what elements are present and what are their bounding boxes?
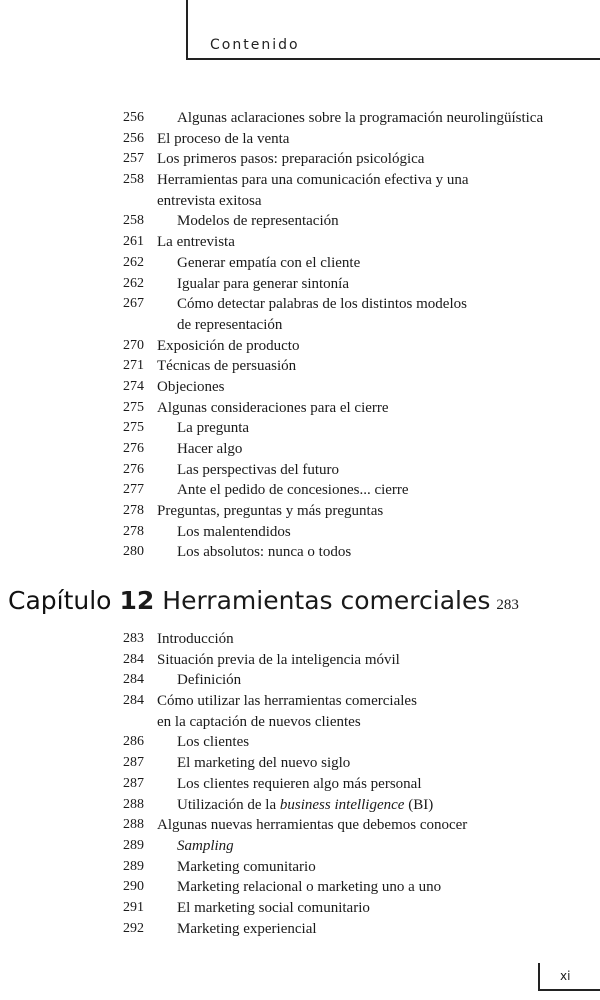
toc-entry-page: 288 bbox=[123, 817, 144, 833]
toc-entry-title bbox=[157, 149, 424, 170]
toc-entry-title bbox=[177, 877, 441, 898]
toc-entry-text: Objeciones bbox=[157, 378, 225, 395]
toc-entry-page: 267 bbox=[123, 296, 144, 312]
toc-entry-text: El marketing del nuevo siglo bbox=[177, 755, 351, 772]
toc-list-section-b bbox=[0, 629, 600, 939]
toc-entry-page: 291 bbox=[123, 899, 144, 915]
toc-entry-title bbox=[177, 460, 339, 481]
toc-entry-text: Herramientas para una comunicación efectiva y una bbox=[157, 172, 469, 189]
toc-entry bbox=[0, 877, 600, 898]
toc-entry-page: 287 bbox=[123, 775, 144, 791]
toc-entry-text: Los clientes requieren algo más personal bbox=[177, 775, 422, 792]
toc-entry bbox=[0, 712, 600, 733]
footer-horizontal-rule bbox=[538, 989, 600, 991]
toc-entry-text: Utilización de la bbox=[177, 796, 280, 813]
toc-entry-title bbox=[177, 108, 543, 129]
toc-entry bbox=[0, 919, 600, 940]
toc-entry-title bbox=[177, 480, 409, 501]
toc-entry-text: Definición bbox=[177, 672, 242, 689]
toc-entry bbox=[0, 795, 600, 816]
toc-entry-page: 290 bbox=[123, 879, 144, 895]
toc-entry-text: Generar empatía con el cliente bbox=[177, 254, 361, 271]
running-header: Contenido bbox=[210, 37, 300, 53]
toc-entry-text: de representación bbox=[177, 316, 283, 333]
toc-entry bbox=[0, 129, 600, 150]
toc-entry-text: El proceso de la venta bbox=[157, 130, 290, 147]
toc-entry-text: Algunas aclaraciones sobre la programación neurolingüística bbox=[177, 110, 544, 126]
toc-entry-italic-text: business intelligence bbox=[279, 796, 405, 813]
toc-entry bbox=[0, 501, 600, 522]
toc-entry-page: 258 bbox=[123, 172, 144, 188]
toc-entry-text: Introducción bbox=[157, 631, 234, 647]
toc-entry-text: Técnicas de persuasión bbox=[157, 358, 297, 375]
toc-entry bbox=[0, 898, 600, 919]
toc-entry bbox=[0, 149, 600, 170]
toc-entry-title bbox=[177, 253, 360, 274]
toc-entry-text: Los primeros pasos: preparación psicológica bbox=[157, 151, 425, 168]
toc-entry-title bbox=[177, 418, 249, 439]
toc-entry-page: 284 bbox=[123, 693, 144, 709]
toc-entry-title bbox=[177, 522, 291, 543]
toc-entry-title bbox=[157, 629, 234, 650]
toc-entry-text: Los absolutos: nunca o todos bbox=[177, 544, 352, 561]
toc-entry-title bbox=[157, 815, 467, 836]
toc-entry-text: Marketing experiencial bbox=[177, 920, 317, 937]
chapter-number: 12 bbox=[119, 586, 155, 615]
toc-entry-title bbox=[157, 170, 469, 191]
toc-entry-page: 278 bbox=[123, 523, 144, 539]
toc-entry bbox=[0, 815, 600, 836]
toc-entry-text: Modelos de representación bbox=[177, 213, 339, 230]
toc-entry bbox=[0, 315, 600, 336]
toc-entry bbox=[0, 480, 600, 501]
toc-entry bbox=[0, 670, 600, 691]
toc-entry-page: 289 bbox=[123, 837, 144, 853]
toc-entry-title bbox=[177, 211, 339, 232]
toc-entry-page: 261 bbox=[123, 234, 144, 250]
toc-entry-page: 287 bbox=[123, 755, 144, 771]
toc-entry bbox=[0, 439, 600, 460]
toc-entry bbox=[0, 108, 600, 129]
toc-entry-page: 271 bbox=[123, 358, 144, 374]
toc-entry bbox=[0, 253, 600, 274]
toc-entry bbox=[0, 857, 600, 878]
toc-entry bbox=[0, 691, 600, 712]
toc-entry-page: 274 bbox=[123, 378, 144, 394]
toc-entry-page: 276 bbox=[123, 461, 144, 477]
toc-entry-italic-text: Sampling bbox=[177, 837, 234, 854]
header-vertical-rule bbox=[186, 0, 188, 60]
toc-entry-text: La pregunta bbox=[177, 420, 250, 437]
toc-entry-page: 275 bbox=[123, 420, 144, 436]
toc-entry-text: Exposición de producto bbox=[157, 337, 300, 354]
toc-entry-text: Algunas nuevas herramientas que debemos conocer bbox=[157, 817, 468, 834]
toc-entry-text: Ante el pedido de concesiones... cierre bbox=[177, 482, 409, 499]
toc-list-section-a bbox=[0, 108, 600, 563]
toc-entry-text: entrevista exitosa bbox=[157, 192, 262, 209]
toc-entry-title bbox=[157, 191, 262, 212]
toc-entry-page: 286 bbox=[123, 734, 144, 750]
toc-entry-page: 280 bbox=[123, 544, 144, 560]
toc-entry-page: 270 bbox=[123, 337, 144, 353]
toc-entry-text: Marketing relacional o marketing uno a uno bbox=[177, 879, 442, 896]
toc-entry-page: 257 bbox=[123, 151, 144, 167]
toc-entry-text: El marketing social comunitario bbox=[177, 899, 370, 916]
toc-entry-text: Cómo utilizar las herramientas comerciales bbox=[157, 693, 417, 710]
toc-entry bbox=[0, 336, 600, 357]
toc-entry-text: Las perspectivas del futuro bbox=[177, 461, 340, 478]
toc-entry bbox=[0, 650, 600, 671]
toc-entry bbox=[0, 418, 600, 439]
toc-entry bbox=[0, 274, 600, 295]
toc-entry-page: 278 bbox=[123, 503, 144, 519]
toc-entry-title bbox=[157, 377, 224, 398]
toc-entry-page: 292 bbox=[123, 920, 144, 936]
toc-entry-page: 256 bbox=[123, 130, 144, 146]
toc-entry-title bbox=[157, 712, 361, 733]
toc-entry-page: 289 bbox=[123, 858, 144, 874]
toc-entry bbox=[0, 191, 600, 212]
toc-entry-page: 256 bbox=[123, 110, 144, 125]
toc-entry-page: 284 bbox=[123, 651, 144, 667]
toc-entry-title bbox=[157, 356, 296, 377]
toc-entry bbox=[0, 232, 600, 253]
toc-entry bbox=[0, 522, 600, 543]
toc-entry bbox=[0, 542, 600, 563]
toc-entry-text: en la captación de nuevos clientes bbox=[157, 713, 361, 730]
toc-entry-title bbox=[177, 274, 349, 295]
toc-entry-page: 262 bbox=[123, 254, 144, 270]
toc-entry-title bbox=[177, 919, 317, 940]
toc-entry bbox=[0, 294, 600, 315]
toc-entry-text: Cómo detectar palabras de los distintos modelos bbox=[177, 296, 467, 313]
toc-entry bbox=[0, 460, 600, 481]
toc-entry-title bbox=[177, 670, 241, 691]
toc-entry-page: 283 bbox=[123, 631, 144, 646]
toc-entry bbox=[0, 377, 600, 398]
toc-entry-text: Algunas consideraciones para el cierre bbox=[157, 399, 389, 416]
toc-entry-text: La entrevista bbox=[157, 234, 235, 251]
toc-entry-text: Los clientes bbox=[177, 734, 250, 751]
chapter-page: 283 bbox=[496, 597, 519, 613]
toc-entry bbox=[0, 170, 600, 191]
toc-entry-text: Los malentendidos bbox=[177, 523, 291, 540]
toc-entry-page: 262 bbox=[123, 275, 144, 291]
toc-entry-text: Hacer algo bbox=[177, 441, 243, 457]
toc-entry-title bbox=[157, 501, 383, 522]
toc-entry-title bbox=[177, 857, 316, 878]
toc-entry-title bbox=[177, 795, 433, 816]
page-number: xi bbox=[560, 969, 571, 983]
toc-entry-title bbox=[177, 439, 242, 460]
toc-entry-title bbox=[157, 691, 417, 712]
toc-entry-text: Preguntas, preguntas y más preguntas bbox=[157, 503, 384, 520]
toc-entry-title bbox=[157, 232, 235, 253]
toc-entry-page: 277 bbox=[123, 482, 144, 498]
toc-entry-title bbox=[177, 836, 234, 857]
toc-entry-title bbox=[177, 294, 467, 315]
toc-entry bbox=[0, 753, 600, 774]
toc-entry-text: Situación previa de la inteligencia móvil bbox=[157, 651, 400, 668]
toc-entry bbox=[0, 629, 600, 650]
chapter-title: Herramientas comerciales bbox=[162, 586, 491, 615]
footer-vertical-rule bbox=[538, 963, 540, 991]
toc-entry-page: 275 bbox=[123, 399, 144, 415]
toc-entry-text: Igualar para generar sintonía bbox=[177, 275, 349, 292]
toc-entry-title bbox=[157, 398, 389, 419]
toc-entry bbox=[0, 836, 600, 857]
toc-entry-title bbox=[177, 315, 282, 336]
toc-entry-text: Marketing comunitario bbox=[177, 858, 316, 875]
toc-entry-title bbox=[177, 753, 350, 774]
toc-entry-title bbox=[157, 129, 289, 150]
chapter-label: Capítulo bbox=[8, 586, 112, 615]
toc-entry-page: 288 bbox=[123, 796, 144, 812]
toc-entry bbox=[0, 398, 600, 419]
toc-entry bbox=[0, 211, 600, 232]
toc-entry-page: 276 bbox=[123, 441, 144, 456]
toc-entry-title bbox=[177, 732, 249, 753]
toc-entry-title bbox=[177, 774, 422, 795]
toc-entry-page: 284 bbox=[123, 672, 144, 688]
toc-entry-title bbox=[157, 336, 299, 357]
header-horizontal-rule bbox=[186, 58, 600, 60]
toc-entry-text-after: (BI) bbox=[404, 796, 434, 813]
toc-entry-title bbox=[177, 898, 370, 919]
toc-entry bbox=[0, 774, 600, 795]
toc-entry bbox=[0, 732, 600, 753]
toc-entry-page: 258 bbox=[123, 213, 144, 229]
toc-entry-title bbox=[157, 650, 400, 671]
toc-entry bbox=[0, 356, 600, 377]
toc-entry-title bbox=[177, 542, 351, 563]
chapter-heading bbox=[8, 586, 519, 622]
